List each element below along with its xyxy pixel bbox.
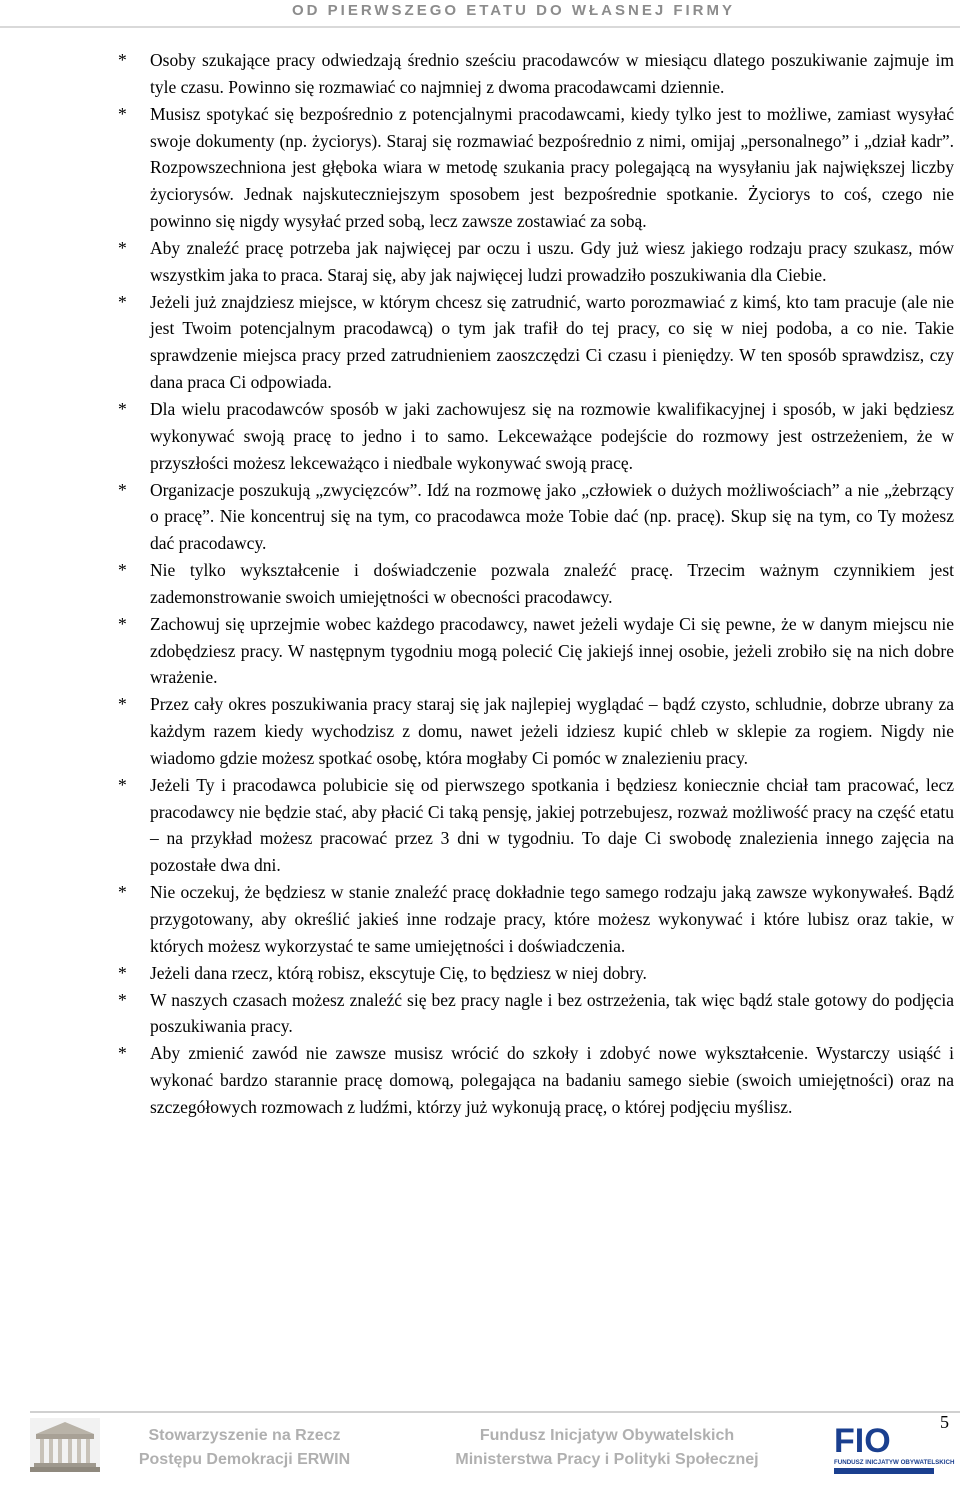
- bullet-marker: *: [118, 1043, 127, 1064]
- list-item-text: Jeżeli już znajdziesz miejsce, w którym chcesz się zatrudnić, warto porozmawiać z kimś, kto tam pracuje (ale nie jest Twoim potencjalnym pracodawcą) o tym jak trafił do tej pracy, co się w niej podoba, a co nie. Takie sprawdzenie miejsca pracy przed zatrudnieniem zaoszczędzi Ci czasu i pieniędzy. W ten sposób sprawdzisz, czy dana praca Ci odpowiada.: [150, 291, 954, 393]
- bullet-marker: *: [118, 774, 127, 795]
- bullet-marker: *: [118, 882, 127, 903]
- fio-logo-text: FIO: [834, 1422, 891, 1460]
- page-number: 5: [940, 1412, 949, 1432]
- bullet-marker: *: [118, 479, 127, 500]
- list-item: [118, 101, 954, 235]
- list-item-text: Jeżeli dana rzecz, którą robisz, ekscytuje Cię, to będziesz w niej dobry.: [150, 962, 647, 983]
- list-item: [118, 289, 954, 396]
- list-item-text: Nie oczekuj, że będziesz w stanie znaleźć pracę dokładnie tego samego rodzaju jaką zawsze wykonywałeś. Bądź przygotowany, aby określić jakieś inne rodzaje pracy, które możesz wykonywać i które lubisz oraz takie, w których możesz wykorzystać te same umiejętności i doświadczenia.: [150, 882, 954, 956]
- footer-fund-line1: Fundusz Inicjatyw Obywatelskich: [479, 1427, 735, 1444]
- list-item: [118, 47, 954, 101]
- document-body: [118, 47, 954, 1121]
- fio-logo-subtext: FUNDUSZ INICJATYW OBYWATELSKICH: [834, 1459, 955, 1466]
- list-item-text: Jeżeli Ty i pracodawca polubicie się od pierwszego spotkania i będziesz koniecznie chciał tam pracować, lecz pracodawcy nie będzie stać, aby płacić Ci taką pensję, jakiej potrzebujesz, rozważ możliwość pracy na część etatu – na przykład możesz pracować przez 3 dni w tygodniu. To daje Ci swobodę znalezienia innego zajęcia na pozostałe dwa dni.: [150, 774, 954, 876]
- list-item: [118, 477, 954, 558]
- list-item-text: Osoby szukające pracy odwiedzają średnio sześciu pracodawców w miesiącu dlatego poszukiwanie zajmuje im tyle czasu. Powinno się rozmawiać co najmniej z dwoma pracodawcami dziennie.: [150, 50, 954, 97]
- bullet-marker: *: [118, 103, 127, 124]
- footer-divider: [30, 1411, 960, 1413]
- footer-fund: [432, 1424, 782, 1472]
- list-item: [118, 691, 954, 772]
- list-item: [118, 396, 954, 477]
- bullet-marker: *: [118, 398, 127, 419]
- bullet-marker: *: [118, 50, 127, 70]
- list-item-text: Zachowuj się uprzejmie wobec każdego pracodawcy, nawet jeżeli wydaje Ci się pewne, że w danym miejscu nie zdobędziesz pracy. W następnym tygodniu mogą polecić Cię jakiejś innej osobie, jeżeli zrobiło się na nich dobre wrażenie.: [150, 613, 954, 688]
- bullet-marker: *: [118, 291, 127, 312]
- list-item: [118, 557, 954, 611]
- list-item: [118, 611, 954, 692]
- list-item-text: Przez cały okres poszukiwania pracy staraj się jak najlepiej wyglądać – bądź czysto, schludnie, dobrze ubrany za każdym razem kiedy wychodzisz z domu, nawet jeżeli idziesz kupić chleb w sklepie za rogiem. Nigdy nie wiadomo gdzie możesz spotkać osobę, która mogłaby Ci pomóc w znalezieniu pracy.: [150, 694, 954, 768]
- header-divider: [0, 26, 960, 28]
- footer-organization: [122, 1424, 367, 1472]
- bullet-marker: *: [118, 989, 127, 1010]
- list-item-text: Aby znaleźć pracę potrzeba jak najwięcej par oczu i uszu. Gdy już wiesz jakiego rodzaju pracy szukasz, mów wszystkim jaka to praca. Staraj się, aby jak najwięcej ludzi prowadziło poszukiwania dla Ciebie.: [150, 237, 954, 285]
- bullet-marker: *: [118, 613, 127, 634]
- bullet-marker: *: [118, 237, 127, 258]
- list-item-text: W naszych czasach możesz znaleźć się bez pracy nagle i bez ostrzeżenia, tak więc bądź stale gotowy do podjęcia poszukiwania pracy.: [150, 989, 954, 1037]
- temple-building-icon: [30, 1418, 100, 1472]
- list-item: [118, 1040, 954, 1121]
- list-item-text: Dla wielu pracodawców sposób w jaki zachowujesz się na rozmowie kwalifikacyjnej i sposób, w jaki będziesz wykonywać swoją pracę to jedno i to samo. Lekceważące podejście do rozmowy jest ostrzeżeniem, że w przyszłości możesz lekceważąco i niedbale wykonywać swoją pracę.: [150, 398, 954, 473]
- footer-org-line2: Postępu Demokracji ERWIN: [138, 1451, 351, 1468]
- list-item: [118, 960, 954, 987]
- list-item-text: Nie tylko wykształcenie i doświadczenie pozwala znaleźć pracę. Trzecim ważnym czynnikiem jest zademonstrowanie swoich umiejętności w obecności pracodawcy.: [150, 560, 954, 607]
- bullet-marker: *: [118, 962, 127, 983]
- list-item: [118, 235, 954, 289]
- running-header: OD PIERWSZEGO ETATU DO WŁASNEJ FIRMY: [291, 2, 735, 19]
- list-item: [118, 987, 954, 1041]
- fio-logo: [832, 1418, 955, 1476]
- list-item-text: Aby zmienić zawód nie zawsze musisz wrócić do szkoły i zdobyć nowe wykształcenie. Wystarczy usiąść i wykonać bardzo starannie pracę domową, polegająca na badaniu samego siebie (swoich umiejętności) oraz na szczegółowych rozmowach z ludźmi, którzy już wykonują pracę, o której podjęciu myślisz.: [150, 1043, 954, 1117]
- list-item-text: Organizacje poszukują „zwycięzców”. Idź na rozmowę jako „człowiek o dużych możliwościach” a nie „żebrzący o pracę”. Nie koncentruj się na tym, co pracodawca może Tobie dać (np. pracę). Skup się na tym, co Ty możesz dać pracodawcy.: [150, 479, 954, 554]
- list-item: [118, 772, 954, 879]
- list-item: [118, 879, 954, 960]
- footer-org-line1: Stowarzyszenie na Rzecz: [148, 1427, 341, 1444]
- footer-fund-line2: Ministerstwa Pracy i Polityki Społecznej: [455, 1451, 759, 1468]
- list-item-text: Musisz spotykać się bezpośrednio z potencjalnymi pracodawcami, kiedy tylko jest to możliwe, zamiast wysyłać swoje dokumenty (np. życiorys). Staraj się rozmawiać bezpośrednio z nimi, omijaj „personalnego” i „dział kadr”. Rozpowszechniona jest głęboka wiara w metodę szukania pracy polegającą na wysyłaniu jak największej liczby życiorysów. Jednak najskuteczniejszym sposobem jest bezpośrednie spotkanie. Życiorys to coś, czego nie powinno się nigdy wysyłać przed sobą, lecz zawsze zostawiać za sobą.: [150, 103, 954, 232]
- bullet-marker: *: [118, 560, 127, 581]
- bullet-marker: *: [118, 694, 127, 715]
